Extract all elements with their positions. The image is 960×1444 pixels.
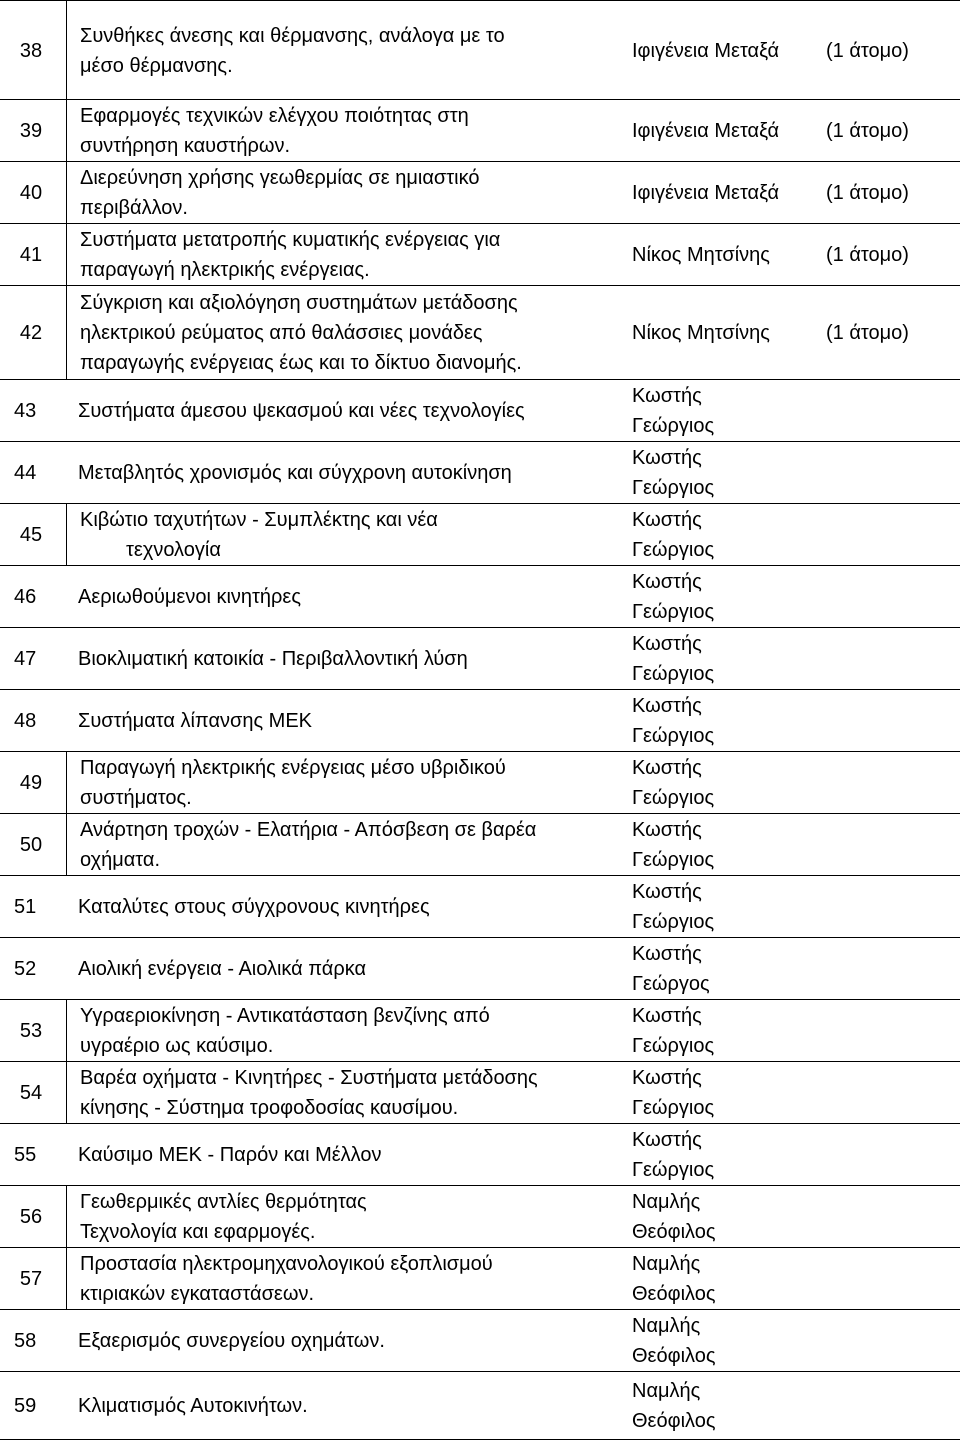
topic-line: συντήρηση καυστήρων. bbox=[80, 135, 290, 157]
row-number: 56 bbox=[19, 1206, 43, 1228]
topic-line: Συνθήκες άνεσης και θέρμανσης, ανάλογα με το bbox=[80, 25, 505, 47]
row-number: 45 bbox=[19, 524, 43, 546]
column-divider bbox=[66, 1248, 67, 1310]
group-size: (1 άτομο) bbox=[826, 120, 909, 142]
column-divider bbox=[66, 100, 67, 162]
row-number: 50 bbox=[19, 834, 43, 856]
topic-line: Κλιματισμός Αυτοκινήτων. bbox=[78, 1395, 308, 1417]
column-divider bbox=[66, 224, 67, 286]
topic-cell bbox=[78, 1140, 618, 1170]
row-number: 42 bbox=[19, 322, 43, 344]
topic-line: περιβάλλον. bbox=[80, 197, 188, 219]
supervisor-cell bbox=[632, 381, 952, 441]
topic-line: μέσο θέρμανσης. bbox=[80, 55, 233, 77]
topic-cell bbox=[78, 1391, 618, 1421]
supervisor-name: Ναμλής bbox=[632, 1380, 701, 1402]
supervisor-name: Ναμλής bbox=[632, 1253, 701, 1275]
topic-cell bbox=[80, 21, 620, 81]
supervisor-name: Κωστής bbox=[632, 943, 702, 965]
group-size: (1 άτομο) bbox=[826, 322, 909, 344]
row-number: 43 bbox=[14, 400, 37, 422]
topic-line: Συστήματα άμεσου ψεκασμού και νέες τεχνολογίες bbox=[78, 400, 525, 422]
supervisor-name: Νίκος Μητσίνης bbox=[632, 244, 770, 266]
topic-line: Γεωθερμικές αντλίες θερμότητας bbox=[80, 1191, 367, 1213]
supervisor-name: Κωστής bbox=[632, 1067, 702, 1089]
topic-cell bbox=[78, 1326, 618, 1356]
topic-line: παραγωγή ηλεκτρικής ενέργειας. bbox=[80, 259, 370, 281]
table-row bbox=[0, 1000, 960, 1062]
row-number: 55 bbox=[14, 1144, 37, 1166]
topic-line: Κιβώτιο ταχυτήτων - Συμπλέκτης και νέα bbox=[80, 509, 438, 531]
topic-cell bbox=[80, 753, 620, 813]
supervisor-name: Κωστής bbox=[632, 571, 702, 593]
supervisor-name: Κωστής bbox=[632, 1129, 702, 1151]
row-number: 38 bbox=[19, 40, 43, 62]
table-row bbox=[0, 1062, 960, 1124]
row-number: 41 bbox=[19, 244, 43, 266]
supervisor-name: Ναμλής bbox=[632, 1315, 701, 1337]
topic-line: Καύσιμο ΜΕΚ - Παρόν και Μέλλον bbox=[78, 1144, 382, 1166]
table-row bbox=[0, 380, 960, 442]
supervisor-cell bbox=[632, 116, 952, 146]
supervisor-cell bbox=[632, 443, 952, 503]
topic-line: Διερεύνηση χρήσης γεωθερμίας σε ημιαστικό bbox=[80, 167, 480, 189]
topic-cell bbox=[80, 1063, 620, 1123]
supervisor-name: Γεώργιος bbox=[632, 849, 715, 871]
supervisor-name: Κωστής bbox=[632, 385, 702, 407]
topic-cell bbox=[78, 396, 618, 426]
supervisor-cell bbox=[632, 567, 952, 627]
table-row bbox=[0, 1186, 960, 1248]
topic-cell bbox=[78, 644, 618, 674]
topic-cell bbox=[80, 225, 620, 285]
topic-cell bbox=[78, 954, 618, 984]
row-number: 51 bbox=[14, 896, 37, 918]
topic-line: Αεριωθούμενοι κινητήρες bbox=[78, 586, 301, 608]
table-row bbox=[0, 1372, 960, 1440]
topic-line: οχήματα. bbox=[80, 849, 161, 871]
supervisor-name: Γεώργιος bbox=[632, 787, 715, 809]
row-number: 57 bbox=[19, 1268, 43, 1290]
topic-line: Εξαερισμός συνεργείου οχημάτων. bbox=[78, 1330, 385, 1352]
topic-line: ηλεκτρικού ρεύματος από θαλάσσιες μονάδες bbox=[80, 322, 483, 344]
table-row bbox=[0, 814, 960, 876]
supervisor-name: Κωστής bbox=[632, 695, 702, 717]
topic-line: Αιολική ενέργεια - Αιολικά πάρκα bbox=[78, 958, 367, 980]
topic-line: Ανάρτηση τροχών - Ελατήρια - Απόσβεση σε βαρέα bbox=[80, 819, 537, 841]
table-row bbox=[0, 752, 960, 814]
row-number: 39 bbox=[19, 120, 43, 142]
supervisor-cell bbox=[632, 240, 952, 270]
row-number: 58 bbox=[14, 1330, 37, 1352]
supervisor-name: Κωστής bbox=[632, 757, 702, 779]
supervisor-name: Γεώργιος bbox=[632, 601, 715, 623]
supervisor-name: Γεώργιος bbox=[632, 477, 715, 499]
topic-line: παραγωγής ενέργειας έως και το δίκτυο διανομής. bbox=[80, 352, 522, 374]
table-row bbox=[0, 566, 960, 628]
supervisor-cell bbox=[632, 691, 952, 751]
supervisor-name: Ιφιγένεια Μεταξά bbox=[632, 182, 780, 204]
supervisor-name: Γεώργος bbox=[632, 973, 710, 995]
row-number: 49 bbox=[19, 772, 43, 794]
column-divider bbox=[66, 1000, 67, 1062]
supervisor-name: Κωστής bbox=[632, 447, 702, 469]
supervisor-name: Γεώργιος bbox=[632, 1035, 715, 1057]
supervisor-name: Θεόφιλος bbox=[632, 1345, 716, 1367]
topic-line: συστήματος. bbox=[80, 787, 192, 809]
supervisor-name: Κωστής bbox=[632, 633, 702, 655]
topic-cell bbox=[80, 1001, 620, 1061]
supervisor-cell bbox=[632, 36, 952, 66]
topic-line: Συστήματα μετατροπής κυματικής ενέργειας για bbox=[80, 229, 501, 251]
topic-cell bbox=[80, 101, 620, 161]
supervisor-name: Ναμλής bbox=[632, 1191, 701, 1213]
supervisor-cell bbox=[632, 939, 952, 999]
supervisor-cell bbox=[632, 1063, 952, 1123]
supervisor-cell bbox=[632, 1001, 952, 1061]
table-row bbox=[0, 504, 960, 566]
column-divider bbox=[66, 504, 67, 566]
supervisor-name: Νίκος Μητσίνης bbox=[632, 322, 770, 344]
supervisor-name: Θεόφιλος bbox=[632, 1221, 716, 1243]
topic-line: κτιριακών εγκαταστάσεων. bbox=[80, 1283, 315, 1305]
column-divider bbox=[66, 1186, 67, 1248]
topic-cell bbox=[78, 582, 618, 612]
row-number: 54 bbox=[19, 1082, 43, 1104]
supervisor-name: Θεόφιλος bbox=[632, 1410, 716, 1432]
row-number: 40 bbox=[19, 182, 43, 204]
row-number: 48 bbox=[14, 710, 37, 732]
topic-line: κίνησης - Σύστημα τροφοδοσίας καυσίμου. bbox=[80, 1097, 459, 1119]
table-row bbox=[0, 938, 960, 1000]
topic-line: Σύγκριση και αξιολόγηση συστημάτων μετάδοσης bbox=[80, 292, 518, 314]
table-row bbox=[0, 876, 960, 938]
supervisor-name: Κωστής bbox=[632, 881, 702, 903]
column-divider bbox=[66, 752, 67, 814]
topic-line: Συστήματα λίπανσης ΜΕΚ bbox=[78, 710, 313, 732]
topic-line: Παραγωγή ηλεκτρικής ενέργειας μέσο υβριδικού bbox=[80, 757, 506, 779]
topic-line: Βιοκλιματική κατοικία - Περιβαλλοντική λύση bbox=[78, 648, 468, 670]
supervisor-cell bbox=[632, 505, 952, 565]
supervisor-name: Ιφιγένεια Μεταξά bbox=[632, 40, 780, 62]
topic-cell bbox=[78, 706, 618, 736]
supervisor-cell bbox=[632, 1376, 952, 1436]
supervisor-name: Θεόφιλος bbox=[632, 1283, 716, 1305]
table-row bbox=[0, 690, 960, 752]
table-row bbox=[0, 1124, 960, 1186]
table-row bbox=[0, 628, 960, 690]
supervisor-cell bbox=[632, 815, 952, 875]
topic-line: υγραέριο ως καύσιμο. bbox=[80, 1035, 274, 1057]
supervisor-name: Γεώργιος bbox=[632, 911, 715, 933]
group-size: (1 άτομο) bbox=[826, 182, 909, 204]
supervisor-name: Γεώργιος bbox=[632, 539, 715, 561]
supervisor-name: Κωστής bbox=[632, 819, 702, 841]
topic-cell bbox=[78, 892, 618, 922]
supervisor-cell bbox=[632, 1311, 952, 1371]
table-row bbox=[0, 0, 960, 100]
topic-cell bbox=[80, 1249, 620, 1309]
group-size: (1 άτομο) bbox=[826, 244, 909, 266]
supervisor-name: Γεώργιος bbox=[632, 725, 715, 747]
table-row bbox=[0, 100, 960, 162]
supervisor-name: Ιφιγένεια Μεταξά bbox=[632, 120, 780, 142]
supervisor-name: Γεώργιος bbox=[632, 1159, 715, 1181]
topic-cell bbox=[80, 815, 620, 875]
supervisor-cell bbox=[632, 318, 952, 348]
topic-line: Μεταβλητός χρονισμός και σύγχρονη αυτοκίνηση bbox=[78, 462, 512, 484]
table-row bbox=[0, 1248, 960, 1310]
supervisor-cell bbox=[632, 753, 952, 813]
topic-cell bbox=[78, 458, 618, 488]
supervisor-cell bbox=[632, 1125, 952, 1185]
table-row bbox=[0, 1310, 960, 1372]
topic-line: Προστασία ηλεκτρομηχανολογικού εξοπλισμού bbox=[80, 1253, 493, 1275]
topic-cell bbox=[80, 288, 620, 378]
row-number: 46 bbox=[14, 586, 37, 608]
table-row bbox=[0, 286, 960, 380]
supervisor-name: Γεώργιος bbox=[632, 663, 715, 685]
table-row bbox=[0, 162, 960, 224]
column-divider bbox=[66, 814, 67, 876]
supervisor-cell bbox=[632, 629, 952, 689]
supervisor-cell bbox=[632, 877, 952, 937]
topic-line: Τεχνολογία και εφαρμογές. bbox=[80, 1221, 316, 1243]
column-divider bbox=[66, 1062, 67, 1124]
row-number: 59 bbox=[14, 1395, 37, 1417]
topic-line: Καταλύτες στους σύγχρονους κινητήρες bbox=[78, 896, 430, 918]
topic-line: τεχνολογία bbox=[126, 539, 221, 561]
topic-line: Εφαρμογές τεχνικών ελέγχου ποιότητας στη bbox=[80, 105, 469, 127]
row-number: 44 bbox=[14, 462, 37, 484]
table-row bbox=[0, 442, 960, 504]
topic-line: Υγραεριοκίνηση - Αντικατάσταση βενζίνης από bbox=[80, 1005, 490, 1027]
topic-line: Βαρέα οχήματα - Κινητήρες - Συστήματα μετάδοσης bbox=[80, 1067, 538, 1089]
supervisor-cell bbox=[632, 178, 952, 208]
column-divider bbox=[66, 162, 67, 224]
column-divider bbox=[66, 286, 67, 380]
topic-cell bbox=[80, 163, 620, 223]
table-row bbox=[0, 224, 960, 286]
group-size: (1 άτομο) bbox=[826, 40, 909, 62]
supervisor-name: Κωστής bbox=[632, 509, 702, 531]
row-number: 47 bbox=[14, 648, 37, 670]
supervisor-cell bbox=[632, 1187, 952, 1247]
row-number: 52 bbox=[14, 958, 37, 980]
supervisor-name: Κωστής bbox=[632, 1005, 702, 1027]
topic-cell bbox=[80, 505, 620, 565]
row-number: 53 bbox=[19, 1020, 43, 1042]
supervisor-name: Γεώργιος bbox=[632, 415, 715, 437]
supervisor-name: Γεώργιος bbox=[632, 1097, 715, 1119]
topic-cell bbox=[80, 1187, 620, 1247]
supervisor-cell bbox=[632, 1249, 952, 1309]
column-divider bbox=[66, 1, 67, 101]
